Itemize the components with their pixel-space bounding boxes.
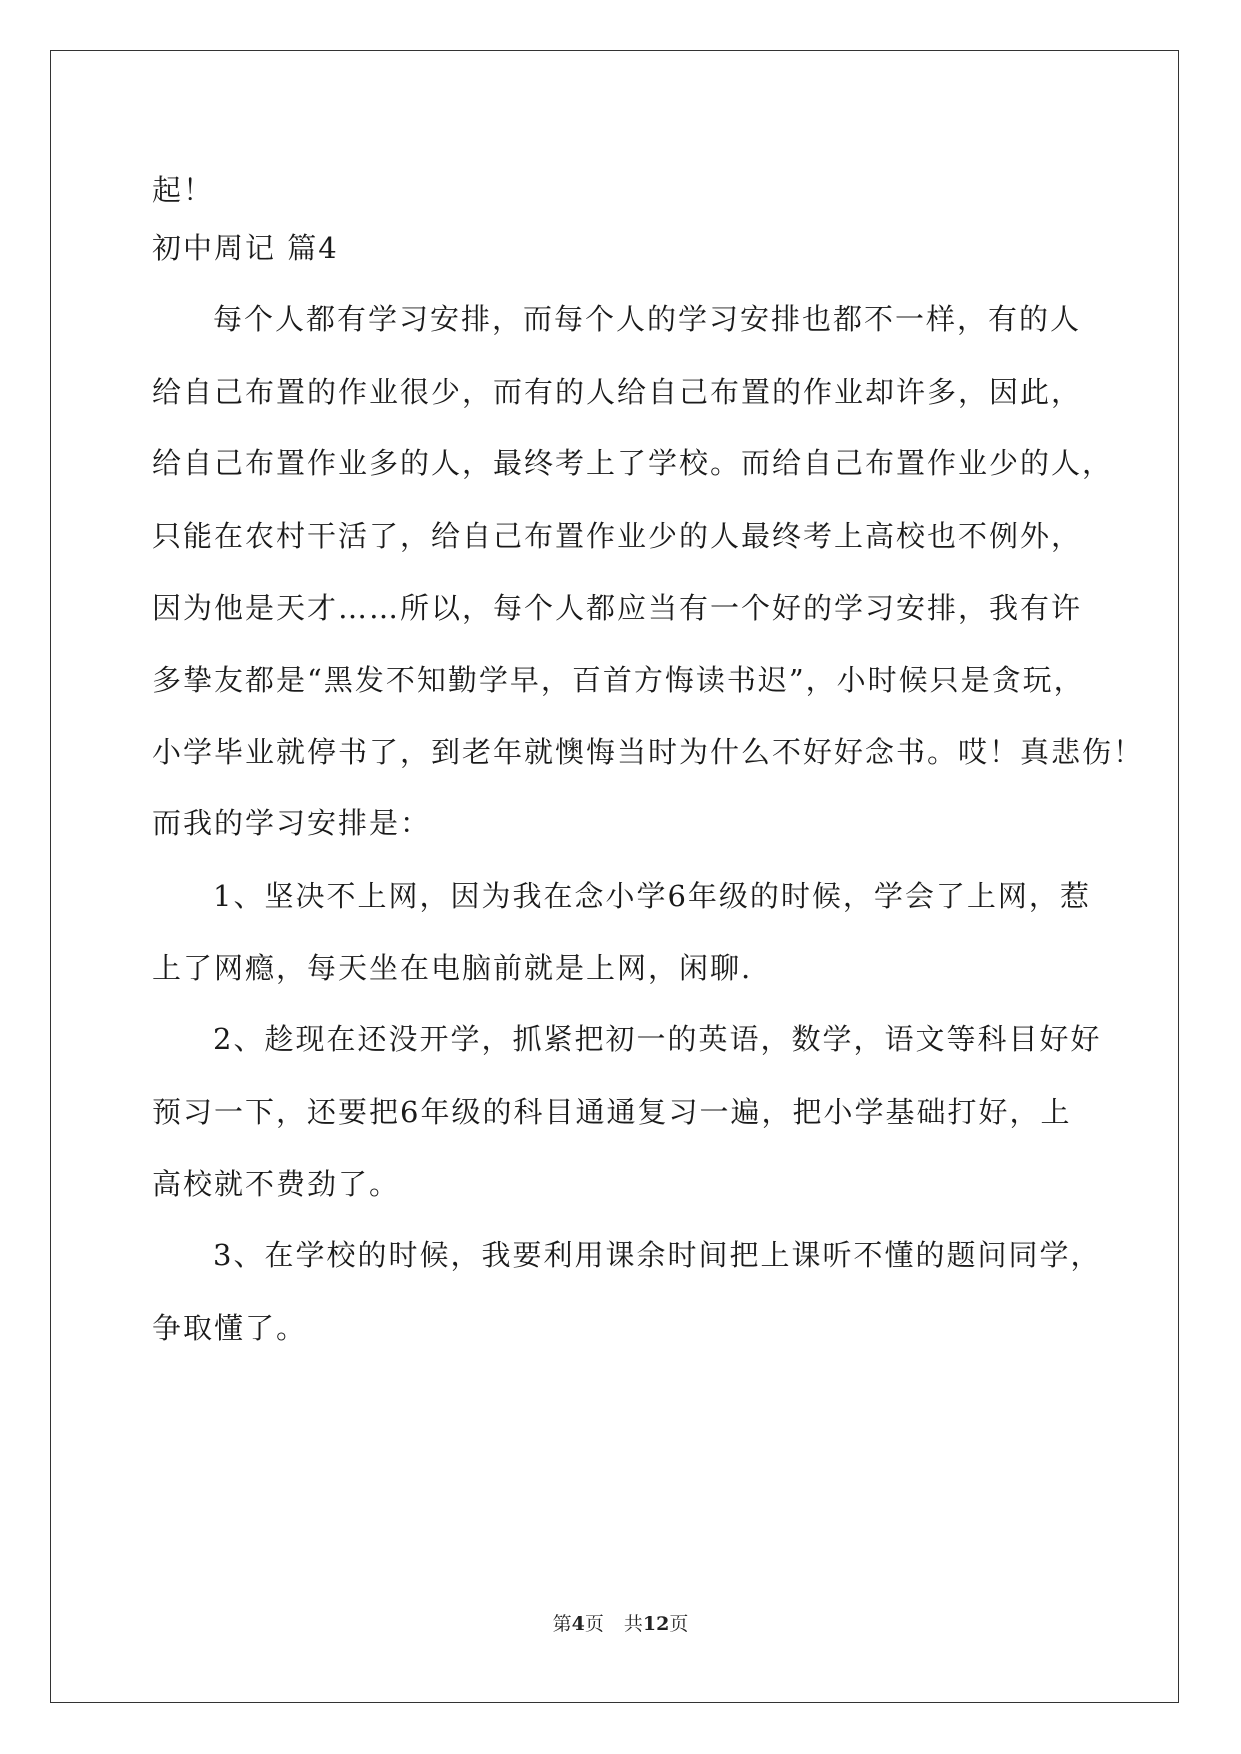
paragraph-line: 给自己布置作业多的人，最终考上了学校。而给自己布置作业少的人， [152,446,1114,480]
paragraph-line: 而我的学习安排是： [152,806,432,840]
paragraph-line: 多挚友都是“黑发不知勤学早，百首方悔读书迟”，小时候只是贪玩， [152,663,1085,697]
list-item-2-continued: 预习一下，还要把6年级的科目通通复习一遍，把小学基础打好，上 [152,1095,1072,1129]
page-current: 4 [571,1613,585,1635]
paragraph-line: 只能在农村干活了，给自己布置作业少的人最终考上高校也不例外， [152,519,1083,553]
paragraph-line: 小学毕业就停书了，到老年就懊悔当时为什么不好好念书。哎！真悲伤！ [152,735,1145,769]
list-item-2: 2、趁现在还没开学，抓紧把初一的英语，数学，语文等科目好好 [213,1022,1102,1056]
paragraph-line: 给自己布置的作业很少，而有的人给自己布置的作业却许多，因此， [152,375,1083,409]
page-suffix: 页 [584,1613,604,1635]
page-total: 12 [642,1613,670,1635]
total-prefix: 共 [623,1613,643,1635]
page-prefix: 第 [552,1613,572,1635]
list-item-3: 3、在学校的时候，我要利用课余时间把上课听不懂的题问同学， [213,1238,1102,1272]
paragraph-line: 每个人都有学习安排，而每个人的学习安排也都不一样，有的人 [213,302,1082,336]
page-footer [0,1612,1241,1636]
page-border [50,50,1179,1703]
list-item-1-continued: 上了网瘾，每天坐在电脑前就是上网，闲聊. [152,951,753,985]
list-item-3-continued: 争取懂了。 [152,1311,308,1345]
section-heading: 初中周记 篇4 [152,231,339,265]
total-suffix: 页 [669,1613,689,1635]
list-item-1: 1、坚决不上网，因为我在念小学6年级的时候，学会了上网，惹 [213,879,1091,913]
list-item-2-continued: 高校就不费劲了。 [152,1167,401,1201]
paragraph-line: 因为他是天才……所以，每个人都应当有一个好的学习安排，我有许 [152,591,1083,625]
body-line: 起！ [152,173,215,207]
